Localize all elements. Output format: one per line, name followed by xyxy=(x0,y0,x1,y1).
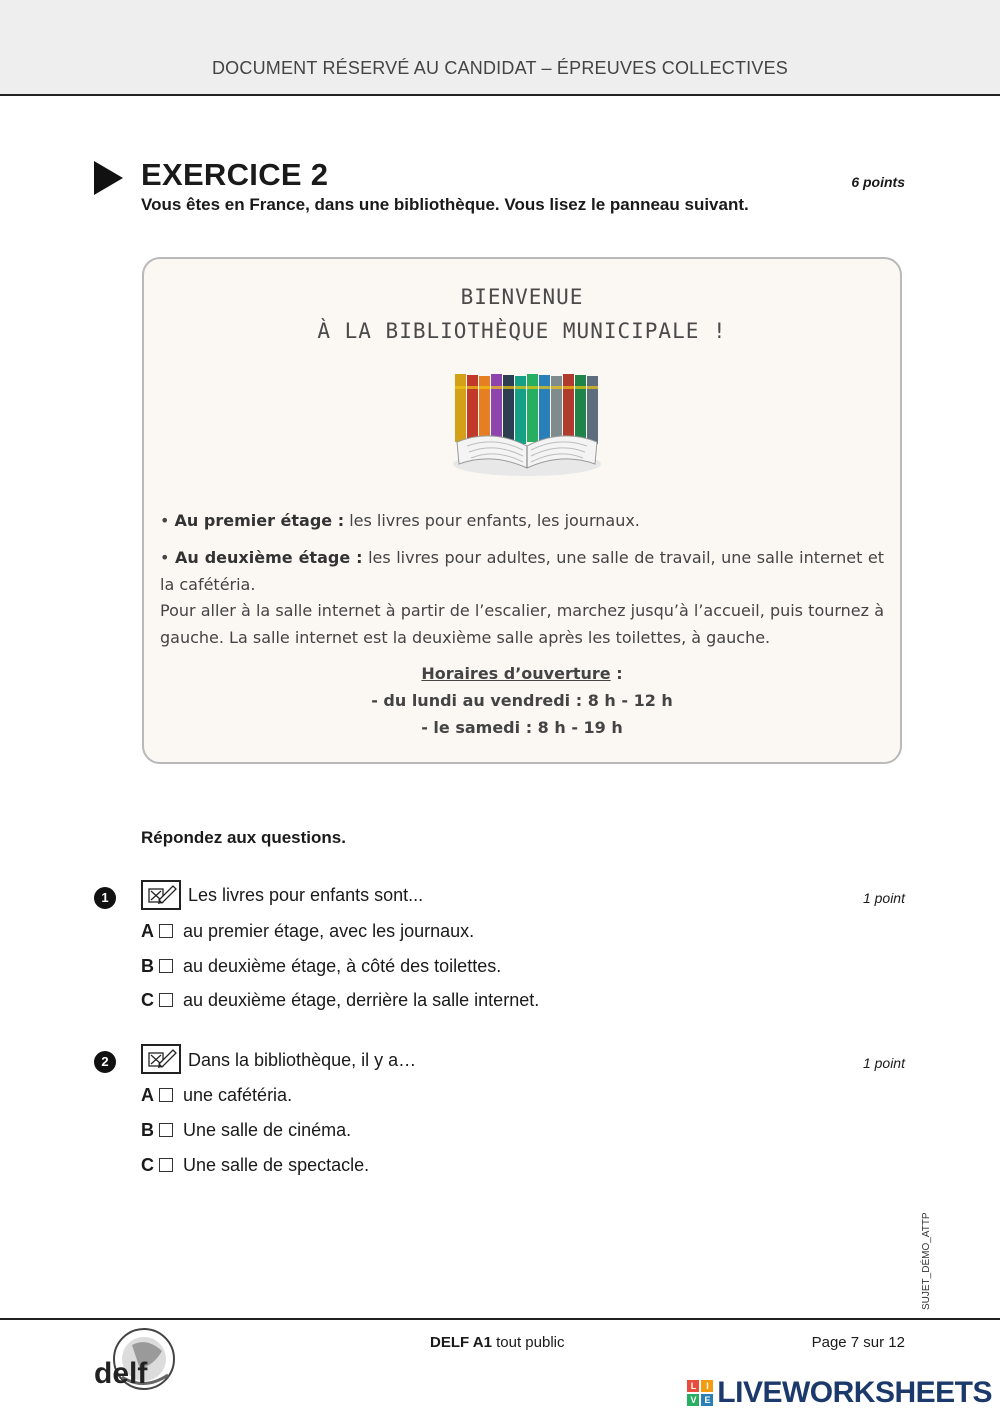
option-text: Une salle de cinéma. xyxy=(183,1120,352,1140)
book-spine-band xyxy=(575,386,586,389)
question-2-points: 1 point xyxy=(862,1055,905,1071)
exam-audience: tout public xyxy=(491,1334,565,1351)
book-spine xyxy=(491,374,502,442)
books-illustration xyxy=(447,372,607,480)
pencil-checkbox-icon xyxy=(141,1044,181,1074)
book-spine-band xyxy=(455,386,466,389)
floor2-label: Au deuxième étage : xyxy=(174,548,363,567)
floor2-paragraph: • Au deuxième étage : les livres pour adultes, une salle de travail, une salle internet et la cafétéria. xyxy=(160,548,885,594)
book-spine xyxy=(467,375,478,443)
book-spine-band xyxy=(587,386,598,389)
watermark-text: LIVEWORKSHEETS xyxy=(717,1376,992,1409)
hours-title: Horaires d’ouverture xyxy=(421,664,611,683)
checkbox[interactable] xyxy=(159,959,173,973)
checkbox[interactable] xyxy=(159,1088,173,1102)
footer-exam-name xyxy=(430,1334,565,1351)
option-text: au deuxième étage, à côté des toilettes. xyxy=(183,956,502,976)
option-letter: A xyxy=(141,921,154,941)
checkbox[interactable] xyxy=(159,1123,173,1137)
floor2-text: les livres pour adultes, une salle de travail, une salle internet et la cafétéria. xyxy=(160,548,885,594)
book-spine-band xyxy=(503,386,514,389)
hours-weekday: - du lundi au vendredi : 8 h - 12 h xyxy=(371,691,673,710)
option-letter: C xyxy=(141,1155,154,1175)
library-notice-panel xyxy=(142,257,902,764)
book-spine-band xyxy=(539,386,550,389)
checkbox[interactable] xyxy=(159,993,173,1007)
notice-title-line1: BIENVENUE xyxy=(460,285,584,309)
q1-option-c[interactable] xyxy=(141,990,539,1014)
option-letter: C xyxy=(141,990,154,1010)
exam-level: DELF A1 xyxy=(430,1334,492,1351)
question-1-points: 1 point xyxy=(862,890,905,906)
book-spine-band xyxy=(515,386,526,389)
option-text: au deuxième étage, derrière la salle internet. xyxy=(183,990,540,1010)
footer-divider xyxy=(0,1318,1000,1320)
question-1-number: 1 xyxy=(94,887,116,909)
logo-letter: E xyxy=(701,1394,713,1406)
option-letter: B xyxy=(141,956,154,976)
notice-title-line2: À LA BIBLIOTHÈQUE MUNICIPALE ! xyxy=(317,319,727,343)
page-header xyxy=(0,0,1000,96)
exercise-arrow-icon xyxy=(94,161,123,195)
exercise-title: EXERCICE 2 xyxy=(141,157,329,192)
q1-option-a[interactable] xyxy=(141,921,474,945)
checkbox[interactable] xyxy=(159,1158,173,1172)
liveworksheets-watermark xyxy=(687,1376,992,1410)
directions-paragraph: Pour aller à la salle internet à partir de l’escalier, marchez jusqu’à l’accueil, puis tournez à gauche. La salle internet est la deuxième salle après les toilettes, à gauche. xyxy=(160,601,884,647)
book-spine-band xyxy=(551,386,562,389)
book-spine-band xyxy=(563,386,574,389)
question-1-text: Les livres pour enfants sont... xyxy=(188,885,424,905)
option-letter: A xyxy=(141,1085,154,1105)
option-text: une cafétéria. xyxy=(183,1085,293,1105)
hours-colon: : xyxy=(610,664,623,683)
book-spine-band xyxy=(527,386,538,389)
option-letter: B xyxy=(141,1120,154,1140)
page-number: Page 7 sur 12 xyxy=(811,1334,905,1351)
hours-saturday: - le samedi : 8 h - 19 h xyxy=(421,718,623,737)
book-spine xyxy=(539,375,550,443)
book-spine xyxy=(503,375,514,443)
book-spine-band xyxy=(467,386,478,389)
option-text: Une salle de spectacle. xyxy=(183,1155,370,1175)
book-spine xyxy=(527,374,538,442)
logo-letter: L xyxy=(687,1380,699,1392)
header-text: DOCUMENT RÉSERVÉ AU CANDIDAT – ÉPREUVES COLLECTIVES xyxy=(211,58,788,78)
book-spine-band xyxy=(479,386,490,389)
q2-option-a[interactable] xyxy=(141,1085,292,1109)
floor1-text: les livres pour enfants, les journaux. xyxy=(349,511,640,530)
q1-option-b[interactable] xyxy=(141,956,501,980)
questions-title: Répondez aux questions. xyxy=(141,828,346,847)
floor1-paragraph: • Au premier étage : les livres pour enfants, les journaux. xyxy=(160,511,640,530)
book-spine-band xyxy=(491,386,502,389)
logo-letter: V xyxy=(687,1394,699,1406)
exercise-points: 6 points xyxy=(851,174,905,190)
book-spine xyxy=(455,374,466,442)
pencil-checkbox-icon xyxy=(141,880,181,910)
logo-letter: I xyxy=(701,1380,713,1392)
subject-code: SUJET_DÉMO_ATTP xyxy=(921,1212,932,1310)
exercise-instruction: Vous êtes en France, dans une bibliothèque. Vous lisez le panneau suivant. xyxy=(141,195,749,214)
book-spine xyxy=(563,374,574,442)
hours-heading xyxy=(144,664,900,683)
option-text: au premier étage, avec les journaux. xyxy=(183,921,475,941)
q2-option-c[interactable] xyxy=(141,1155,369,1179)
checkbox[interactable] xyxy=(159,924,173,938)
delf-logo xyxy=(92,1325,184,1393)
q2-option-b[interactable] xyxy=(141,1120,351,1144)
floor1-label: Au premier étage : xyxy=(174,511,345,530)
book-spine xyxy=(575,375,586,443)
delf-logo-text: delf xyxy=(94,1357,148,1390)
question-2-text: Dans la bibliothèque, il y a… xyxy=(188,1050,417,1070)
liveworksheets-logo-icon xyxy=(687,1380,713,1406)
question-2-number: 2 xyxy=(94,1051,116,1073)
